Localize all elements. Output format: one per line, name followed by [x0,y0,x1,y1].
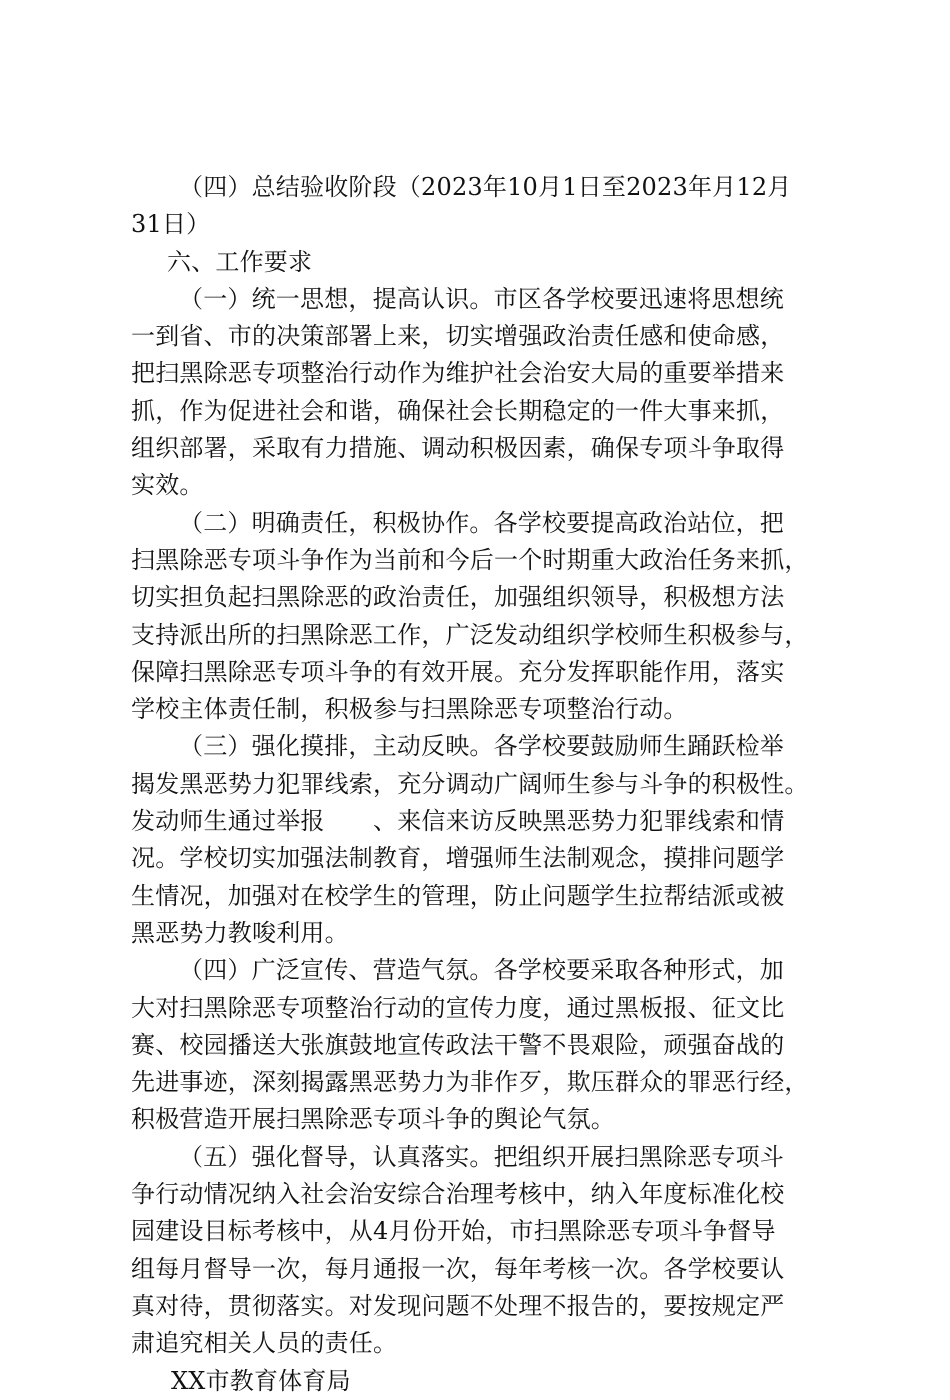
paragraph-5-line: 真对待，贯彻落实。对发现问题不处理不报告的，要按规定严 [131,1291,785,1320]
paragraph-3-line: 发动师生通过举报 、来信来访反映黑恶势力犯罪线索和情 [131,807,785,836]
signature-organization: XX市教育体育局 [171,1366,351,1395]
paragraph-5-line: 组每月督导一次，每月通报一次，每年考核一次。各学校要认 [131,1254,785,1283]
document-body [131,169,831,1400]
paragraph-4-line: 大对扫黑除恶专项整治行动的宣传力度，通过黑板报、征文比 [131,993,785,1022]
stage-four-heading-cont: 31日） [131,210,211,239]
paragraph-1-line: 一到省、市的决策部署上来，切实增强政治责任感和使命感， [131,322,785,351]
paragraph-1-line: 实效。 [131,471,204,500]
paragraph-4-line: 积极营造开展扫黑除恶专项斗争的舆论气氛。 [131,1105,615,1134]
paragraph-2-line: 切实担负起扫黑除恶的政治责任，加强组织领导，积极想方法 [131,583,785,612]
paragraph-5-line: （五）强化督导，认真落实。把组织开展扫黑除恶专项斗 [179,1142,784,1171]
paragraph-1-line: 组织部署，采取有力措施、调动积极因素，确保专项斗争取得 [131,434,785,463]
paragraph-1-line: 把扫黑除恶专项整治行动作为维护社会治安大局的重要举措来 [131,359,785,388]
section-six-heading: 六、工作要求 [167,247,313,276]
paragraph-2-line: 保障扫黑除恶专项斗争的有效开展。充分发挥职能作用，落实 [131,657,785,686]
paragraph-5-line: 肃追究相关人员的责任。 [131,1329,398,1358]
paragraph-5-line: 争行动情况纳入社会治安综合治理考核中，纳入年度标准化校 [131,1180,785,1209]
paragraph-3-line: 生情况，加强对在校学生的管理，防止问题学生拉帮结派或被 [131,881,785,910]
paragraph-5-line: 园建设目标考核中，从4月份开始，市扫黑除恶专项斗争督导 [131,1217,776,1246]
stage-four-heading: （四）总结验收阶段（2023年10月1日至2023年月12月 [179,173,792,201]
paragraph-2-line: 学校主体责任制，积极参与扫黑除恶专项整治行动。 [131,695,688,724]
paragraph-3-line: 况。学校切实加强法制教育，增强师生法制观念，摸排问题学 [131,844,785,873]
paragraph-2-line: 扫黑除恶专项斗争作为当前和今后一个时期重大政治任务来抓， [131,545,809,574]
paragraph-4-line: 先进事迹，深刻揭露黑恶势力为非作歹，欺压群众的罪恶行经， [131,1068,809,1097]
paragraph-2-line: （二）明确责任，积极协作。各学校要提高政治站位，把 [179,508,784,537]
paragraph-4-line: 赛、校园播送大张旗鼓地宣传政法干警不畏艰险，顽强奋战的 [131,1030,785,1059]
paragraph-1-line: 抓，作为促进社会和谐，确保社会长期稳定的一件大事来抓， [131,396,785,425]
paragraph-1-line: （一）统一思想，提高认识。市区各学校要迅速将思想统 [179,284,784,313]
paragraph-4-line: （四）广泛宣传、营造气氛。各学校要采取各种形式，加 [179,956,784,985]
paragraph-3-line: 揭发黑恶势力犯罪线索，充分调动广阔师生参与斗争的积极性。 [131,769,809,798]
paragraph-2-line: 支持派出所的扫黑除恶工作，广泛发动组织学校师生积极参与， [131,620,809,649]
paragraph-3-line: 黑恶势力教唆利用。 [131,918,349,947]
paragraph-3-line: （三）强化摸排，主动反映。各学校要鼓励师生踊跃检举 [179,732,784,761]
